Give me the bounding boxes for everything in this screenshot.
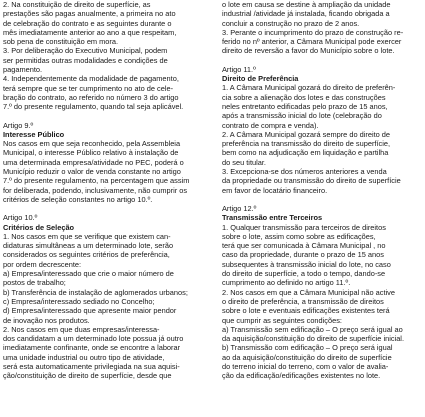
article-number: Artigo 12.º	[222, 203, 257, 213]
article-number: Artigo 11.º	[222, 64, 256, 74]
list-item: a) Transmissão sem edificação – O preço será igual ao da aquisição/constituição do direito de superfície inicial.	[222, 324, 404, 344]
paragraph: 2. A Câmara Municipal gozará sempre do direito de preferência na transmissão do direito de superfície, bem como na adjudicação em liquidação e partilha do seu titular.	[222, 129, 391, 167]
list-item: b) Transferência de instalação de aglomerados urbanos;	[3, 287, 188, 297]
paragraph: 3. Por deliberação do Executivo Municipal, podem ser permitidas outras modalidades e condições de pagamento.	[3, 46, 168, 75]
paragraph: 2. Na constituição de direito de superfície, as prestações são pagas anualmente, a primeira no ato de celebração do contrato e as seguintes durante o mês imediatamente anterior ao ano a que respeitam, sob pena de constituição em mora.	[3, 0, 177, 47]
paragraph: 1. Qualquer transmissão para terceiros de direitos sobre o lote, assim como sobre as edificações, terá que ser comunicada à Câmara Municipal , no caso da propriedade, durante o prazo de 15 anos subsequentes à transmissão inicial do lote, no caso do direito de superfície, a todo o tempo, dando-se cumprimento ao definido no artigo 11.º.	[222, 222, 391, 288]
article-title: Direito de Preferência	[222, 74, 299, 84]
paragraph: 3. Perante o incumprimento do prazo de construção re- ferido no nº anterior, a Câmara Municipal pode exercer direito de reversão a favor do Município sobre o lote.	[222, 27, 404, 56]
list-item: d) Empresa/interessado que apresente maior pendor de inovação nos produtos.	[3, 306, 177, 325]
article-title: Interesse Público	[3, 129, 65, 139]
paragraph: 1. A Câmara Municipal gozará do direito de preferên- cia sobre a alienação dos lotes e das construções neles entretanto edificadas pelo prazo de 15 anos, após a transmissão inicial do lote (celebração do contrato de compra e venda).	[222, 83, 396, 130]
article-number: Artigo 9.º	[3, 120, 34, 130]
paragraph: Nos casos em que seja reconhecido, pela Assembleia Municipal, o interesse Público relativo à instalação de uma determinada empresa/atividade no PEC, poderá o Município reduzir o valor de venda constante no artigo 7.º do presente regulamento, na percentagem que assim for deliberada, podendo, inclusivamente, não cumprir os critérios de seleção constantes no artigo 10.º.	[3, 139, 190, 204]
paragraph: 1. Nos casos em que se verifique que existem can- didaturas simultâneas a um determinado lote, serão considerados os seguintes critérios de preferência, por ordem decrescente:	[3, 231, 174, 269]
paragraph: 2. Nos casos em que duas empresas/interessa- dos candidatam a um determinado lote possua já outro imediatamente confinante, onde se encontre a laborar uma unidade industrial ou outro tipo de atividade, será esta automaticamente privilegiada na sua aquisi- ção/constituição de direito de superfície, desde que	[3, 324, 184, 381]
article-title: Transmissão entre Terceiros	[222, 213, 323, 223]
list-item: b) Transmissão com edificação – O preço será igual ao da aquisição/constituição do direito de superfície do terreno inicial do terreno, com o valor de avalia- ção da edificação/edificações existentes no lote.	[222, 343, 393, 381]
article-title: Critérios de Seleção	[3, 222, 75, 232]
paragraph: 3. Excepciona-se dos números anteriores a venda da propriedade ou transmissão do direito de superfície em favor de locatário financeiro.	[222, 167, 401, 195]
right-column	[222, 0, 425, 381]
list-item: c) Empresa/interessado sediado no Concelho;	[3, 296, 155, 306]
list-item: a) Empresa/interessado que crie o maior número de postos de trabalho;	[3, 269, 174, 288]
paragraph: 2. Nos casos em que a Câmara Municipal não active o direito de preferência, a transmissão de direitos sobre o lote e eventuais edificações existentes terá que cumprir as seguintes condições:	[222, 287, 395, 325]
left-column	[3, 0, 208, 381]
article-number: Artigo 10.º	[3, 213, 38, 223]
paragraph: 4. Independentemente da modalidade de pagamento, terá sempre que se ter cumprimento no ato de cele- bração do contrato, ao referido no número 3 do artigo 7.º do presente regulamento, quando tal seja aplicável.	[3, 74, 184, 112]
paragraph: o lote em causa se destine à ampliação da unidade industrial /atividade já instalada, ficando obrigada a concluir a construção no prazo de 2 anos.	[222, 0, 391, 28]
